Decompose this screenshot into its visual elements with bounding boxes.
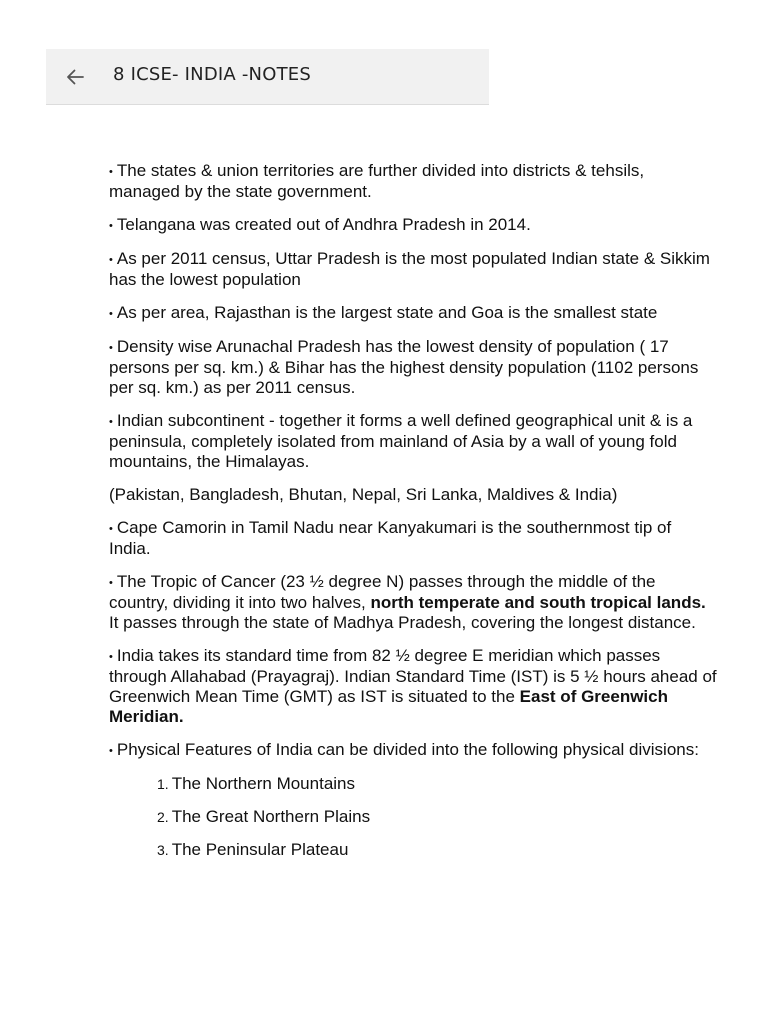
note-text: India takes its standard time from 82 ½ degree E meridian which passes through Allahabad (Prayagraj). Indian Standard Time (IST) is 5 ½ hours ahead of Greenwich Mean Time (GMT) as IST is situated to the: [109, 646, 717, 706]
note-paragraph: [109, 646, 717, 727]
note-paragraph: [109, 161, 717, 202]
note-emphasis: north temperate and south tropical lands.: [370, 593, 706, 612]
note-text: The states & union territories are further divided into districts & tehsils, managed by the state government.: [109, 161, 645, 201]
bullet: •: [109, 166, 113, 178]
list-item-text: The Northern Mountains: [171, 774, 356, 793]
bullet: •: [109, 651, 113, 663]
list-item-text: The Great Northern Plains: [171, 807, 371, 826]
list-number: 1.: [157, 776, 169, 792]
bullet: •: [109, 523, 113, 535]
page-title: 8 ICSE- INDIA -NOTES: [113, 64, 311, 85]
note-paragraph: [109, 215, 717, 236]
bullet: •: [109, 220, 113, 232]
note-text: Physical Features of India can be divided into the following physical divisions:: [116, 740, 699, 759]
note-paragraph: [109, 572, 717, 633]
note-text: Indian subcontinent - together it forms a well defined geographical unit & is a peninsula, completely isolated from mainland of Asia by a wall of young fold mountains, the Himalayas.: [109, 411, 693, 471]
bullet: •: [109, 416, 113, 428]
notes-content: [109, 161, 717, 873]
note-text: It passes through the state of Madhya Pradesh, covering the longest distance.: [109, 613, 696, 632]
note-text: As per area, Rajasthan is the largest state and Goa is the smallest state: [116, 303, 658, 322]
note-text: The Tropic of Cancer (23 ½ degree N) passes through the middle of the country, dividing it into two halves,: [109, 572, 656, 612]
back-button[interactable]: [60, 62, 90, 92]
note-paragraph: [109, 411, 717, 472]
note-paragraph: [109, 485, 717, 505]
list-item: [157, 840, 717, 860]
note-text: (Pakistan, Bangladesh, Bhutan, Nepal, Sri Lanka, Maldives & India): [109, 485, 618, 504]
note-paragraph: [109, 740, 717, 761]
list-number: 2.: [157, 809, 169, 825]
note-text: As per 2011 census, Uttar Pradesh is the most populated Indian state & Sikkim has the lowest population: [109, 249, 710, 289]
bullet: •: [109, 308, 113, 320]
list-number: 3.: [157, 842, 169, 858]
bullet: •: [109, 342, 113, 354]
bullet: •: [109, 745, 113, 757]
note-paragraph: [109, 518, 717, 559]
header-bar: [46, 49, 489, 105]
note-emphasis: East of Greenwich Meridian.: [109, 687, 668, 726]
note-paragraph: [109, 337, 717, 398]
note-paragraph: [109, 249, 717, 290]
note-text: Cape Camorin in Tamil Nadu near Kanyakumari is the southernmost tip of India.: [109, 518, 672, 558]
arrow-left-icon: [65, 67, 85, 87]
physical-divisions-list: [109, 774, 717, 860]
note-paragraph: [109, 303, 717, 324]
bullet: •: [109, 254, 113, 266]
list-item: [157, 774, 717, 794]
note-text: Telangana was created out of Andhra Pradesh in 2014.: [116, 215, 531, 234]
list-item: [157, 807, 717, 827]
note-text: Density wise Arunachal Pradesh has the lowest density of population ( 17 persons per sq. km.) & Bihar has the highest density population (1102 persons per sq. km.) as per 2011 census.: [109, 337, 699, 397]
list-item-text: The Peninsular Plateau: [171, 840, 349, 859]
bullet: •: [109, 577, 113, 589]
